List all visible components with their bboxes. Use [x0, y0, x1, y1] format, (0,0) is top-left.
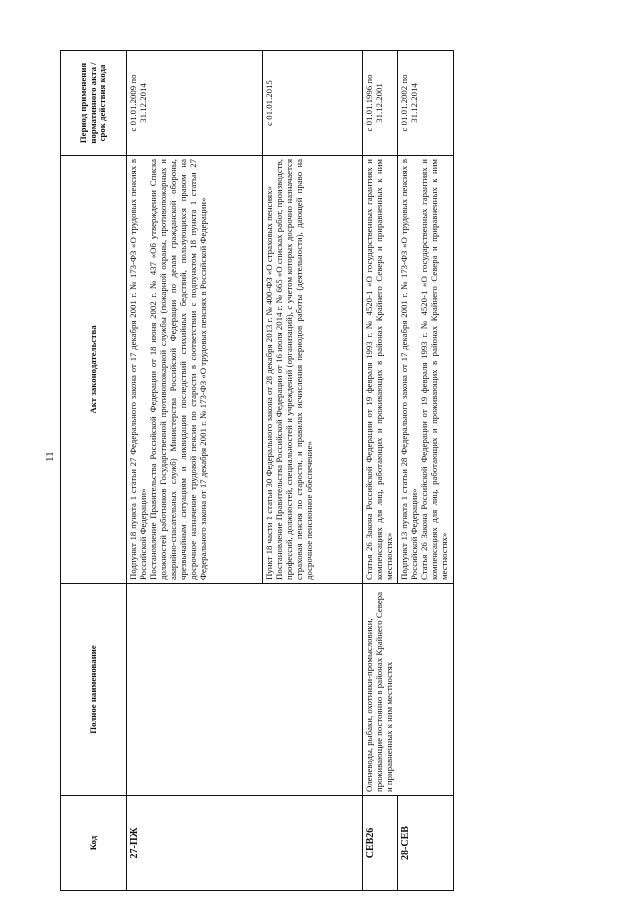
period-cell: с 01.01.2015: [263, 51, 363, 156]
header-period: Период применения нормативного акта / срок действия кода: [61, 51, 127, 156]
code-cell: СЕВ26: [363, 796, 398, 891]
code-cell: 28-СЕВ: [397, 796, 453, 891]
header-name: Полное наименование: [61, 584, 127, 796]
header-act: Акт законодательства: [61, 156, 127, 584]
act-paragraph: Постановление Правительства Российской Федерации от 16 июля 2014 г. № 665 «О списках работ, производств, профессий, должностей, специальностей и учреждений (организаций), с учетом которых досрочно назначается страховая пенсия по старости, и правилах исчисления периодов работы (деятельности), дающей право на досрочное пенсионное обеспечение»: [273, 159, 314, 580]
act-paragraph: Постановление Правительства Российской Федерации от 18 июня 2002 г. № 437 «Об утверждении Списка должностей работников Государственной противопожарной службы (пожарной охраны, противопожарных и аварийно-спасательных служб) Министерства Российской Федерации по делам гражданской обороны, чрезвычайным ситуациям и ликвидации последствий стихийных бедствий, пользующихся правом на досрочное назначение трудовой пенсии по старости в соответствии с подпунктом 18 пункта 1 статьи 27 Федерального закона от 17 декабря 2001 г. № 173-ФЗ «О трудовых пенсиях в Российской Федерации»: [147, 159, 208, 580]
period-cell: с 01.01.2009 по 31.12.2014: [127, 51, 263, 156]
act-cell: [397, 156, 453, 584]
act-paragraph: Статья 26 Закона Российской Федерации от 19 февраля 1993 г. № 4520-1 «О государственных гарантиях и компенсациях для лиц, работающих и проживающих в районах Крайнего Севера и приравненных к ним местностях»: [418, 159, 449, 580]
header-code: Код: [61, 796, 127, 891]
name-cell: Оленеводы, рыбаки, охотники-промысловики, проживающие постоянно в районах Крайнего Севера и приравненных к ним местностях: [363, 584, 454, 796]
period-cell: с 01.01.2002 по 31.12.2014: [397, 51, 453, 156]
act-paragraph: Пункт 18 части 1 статьи 30 Федерального закона от 28 декабря 2013 г. № 400-ФЗ «О страховых пенсиях»: [264, 186, 274, 580]
code-cell: 27-ПЖ: [127, 796, 363, 891]
act-paragraph: Подпункт 18 пункта 1 статьи 27 Федерального закона от 17 декабря 2001 г. № 173-ФЗ «О трудовых пенсиях в Российской Федерации»: [128, 159, 148, 580]
act-cell: [127, 156, 263, 584]
act-cell: [263, 156, 363, 584]
act-paragraph: Статья 26 Закона Российской Федерации от 19 февраля 1993 г. № 4520-1 «О государственных гарантиях и компенсациях для лиц, работающих и проживающих в районах Крайнего Севера и приравненных к ним местностях»: [364, 159, 394, 580]
act-cell: [363, 156, 398, 584]
rotated-table-wrapper: [60, 51, 449, 891]
name-cell: [127, 584, 363, 796]
table-row: [127, 51, 263, 891]
page-number: 11: [44, 451, 56, 462]
period-cell: с 01.01.1996 по 31.12.2001: [363, 51, 398, 156]
act-paragraph: Подпункт 13 пункта 1 статьи 28 Федерального закона от 17 декабря 2001 г. № 173-ФЗ «О трудовых пенсиях в Российской Федерации»: [398, 159, 419, 580]
table-header-row: [61, 51, 127, 891]
table-row: [363, 51, 398, 891]
legislation-table: [60, 50, 454, 891]
